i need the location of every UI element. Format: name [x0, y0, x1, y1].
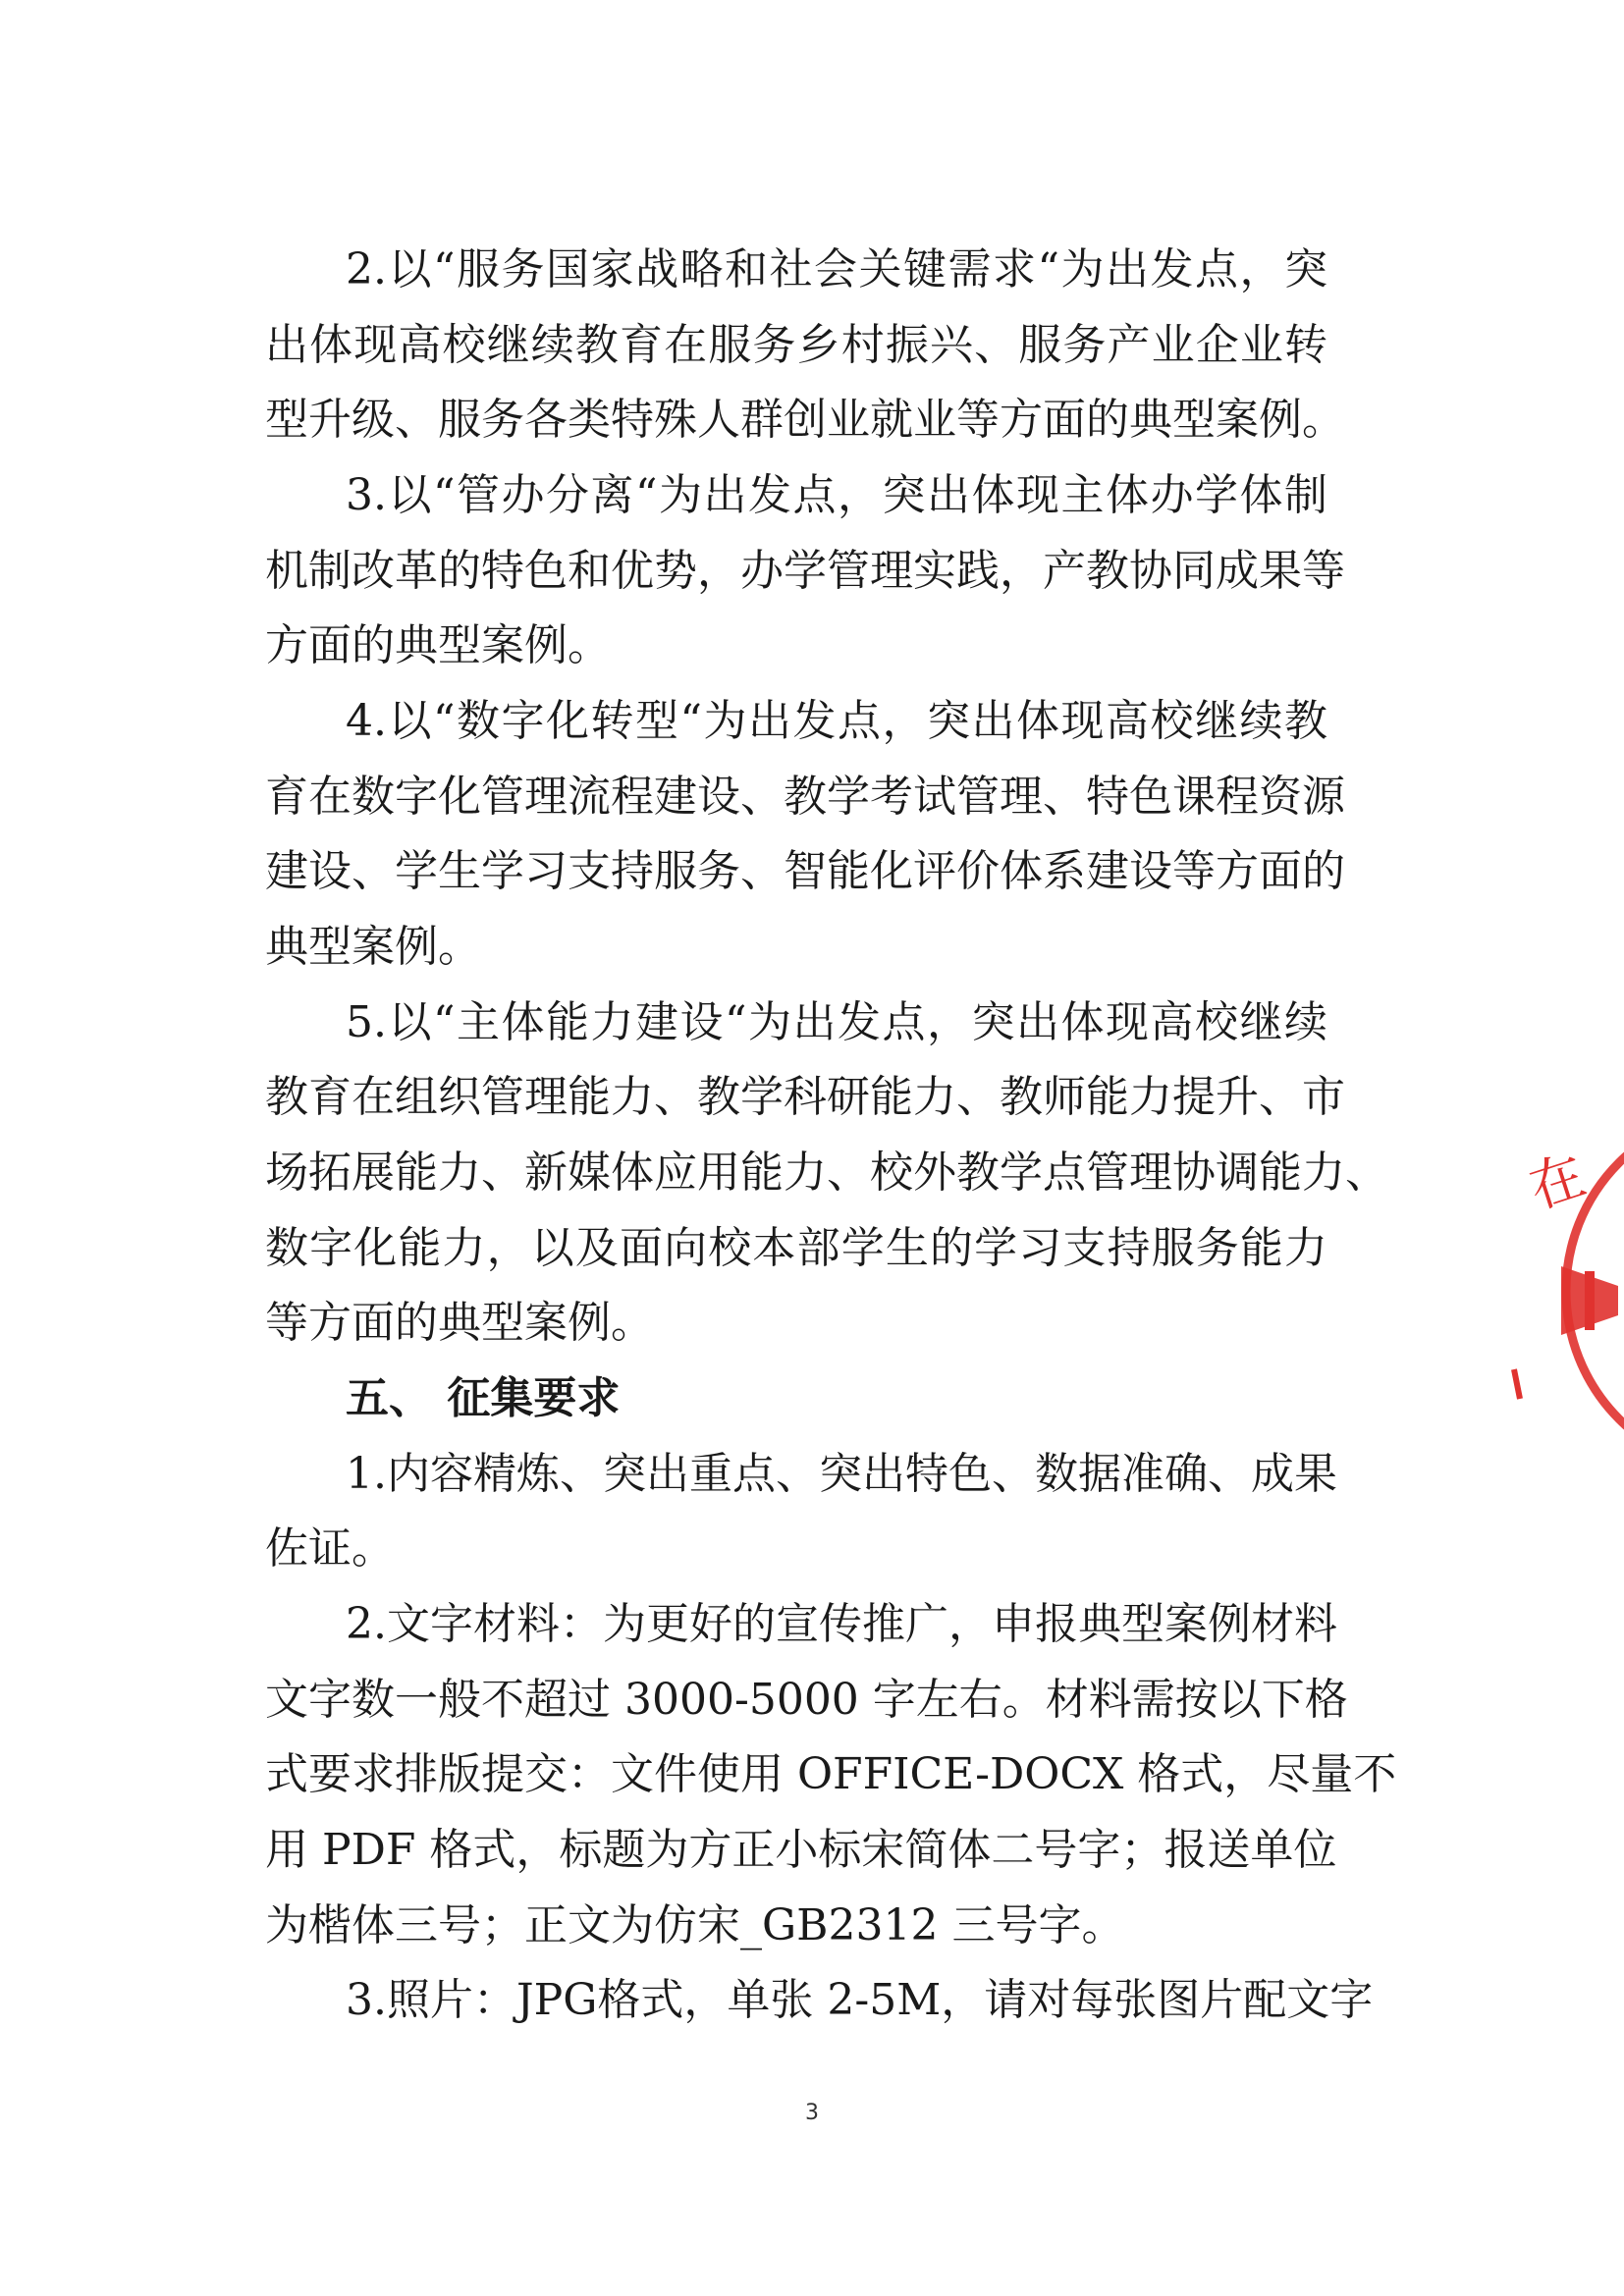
text-line: [0, 993, 1624, 1052]
text-line-content: 出体现高校继续教育在服务乡村振兴、服务产业企业转: [265, 320, 1327, 370]
text-line: [0, 391, 1624, 450]
red-seal-stamp: [1502, 1104, 1624, 1477]
text-line-content: 育在数字化管理流程建设、教学考试管理、特色课程资源: [265, 772, 1345, 822]
text-line: [0, 692, 1624, 751]
text-line-content: 建设、学生学习支持服务、智能化评价体系建设等方面的: [265, 846, 1345, 896]
page-number: 3: [805, 2101, 819, 2125]
text-line-content: 方面的典型案例。: [265, 620, 611, 670]
text-line: [0, 1671, 1624, 1730]
text-line-content: 用 PDF 格式，标题为方正小标宋简体二号字；报送单位: [265, 1825, 1337, 1875]
text-line: [0, 240, 1624, 299]
text-line: [0, 768, 1624, 827]
seal-graphic: [1502, 1104, 1624, 1477]
text-line-content: 数字化能力，以及面向校本部学生的学习支持服务能力: [265, 1223, 1327, 1273]
text-line-content: 1.内容精炼、突出重点、突出特色、数据准确、成果: [346, 1449, 1337, 1499]
text-line-content: 5.以“主体能力建设“为出发点，突出体现高校继续: [346, 997, 1327, 1047]
text-line-content: 佐证。: [265, 1523, 395, 1574]
text-line-content: 型升级、服务各类特殊人群创业就业等方面的典型案例。: [265, 395, 1345, 445]
text-line: [0, 1595, 1624, 1654]
seal-character: 在: [1521, 1144, 1594, 1222]
text-line: [0, 1745, 1624, 1804]
text-line: [0, 918, 1624, 977]
text-line-content: 等方面的典型案例。: [265, 1298, 654, 1348]
text-line-content: 五、 征集要求: [346, 1373, 621, 1423]
text-line-content: 文字数一般不超过 3000-5000 字左右。材料需按以下格: [265, 1675, 1348, 1725]
text-line-content: 4.以“数字化转型“为出发点，突出体现高校继续教: [346, 696, 1327, 746]
text-line-content: 式要求排版提交：文件使用 OFFICE-DOCX 格式，尽量不: [265, 1749, 1397, 1799]
text-line-content: 2.文字材料：为更好的宣传推广，申报典型案例材料: [346, 1599, 1337, 1649]
text-line-content: 3.照片：JPG格式，单张 2-5M，请对每张图片配文字: [346, 1975, 1374, 2025]
text-line: [0, 1294, 1624, 1353]
text-line: [0, 1068, 1624, 1127]
text-line-content: 3.以“管办分离“为出发点，突出体现主体办学体制: [346, 470, 1327, 520]
text-line: [0, 1520, 1624, 1578]
text-line: [0, 316, 1624, 375]
text-line: [0, 616, 1624, 675]
text-line: [0, 466, 1624, 525]
text-line-content: 2.以“服务国家战略和社会关键需求“为出发点，突: [346, 244, 1327, 294]
text-line-content: 场拓展能力、新媒体应用能力、校外教学点管理协调能力、: [265, 1148, 1388, 1198]
text-line-content: 为楷体三号；正文为仿宋_GB2312 三号字。: [265, 1900, 1125, 1950]
text-line: [0, 542, 1624, 601]
text-line: [0, 1896, 1624, 1955]
text-line: [0, 1144, 1624, 1202]
text-line: [0, 1821, 1624, 1880]
text-line: [0, 1971, 1624, 2030]
text-line: [0, 842, 1624, 901]
text-line: [0, 1445, 1624, 1504]
section-heading: [0, 1369, 1624, 1428]
text-line-content: 机制改革的特色和优势，办学管理实践，产教协同成果等: [265, 546, 1345, 596]
text-line-content: 教育在组织管理能力、教学科研能力、教师能力提升、市: [265, 1072, 1345, 1122]
text-line-content: 典型案例。: [265, 922, 481, 972]
text-line: [0, 1219, 1624, 1278]
